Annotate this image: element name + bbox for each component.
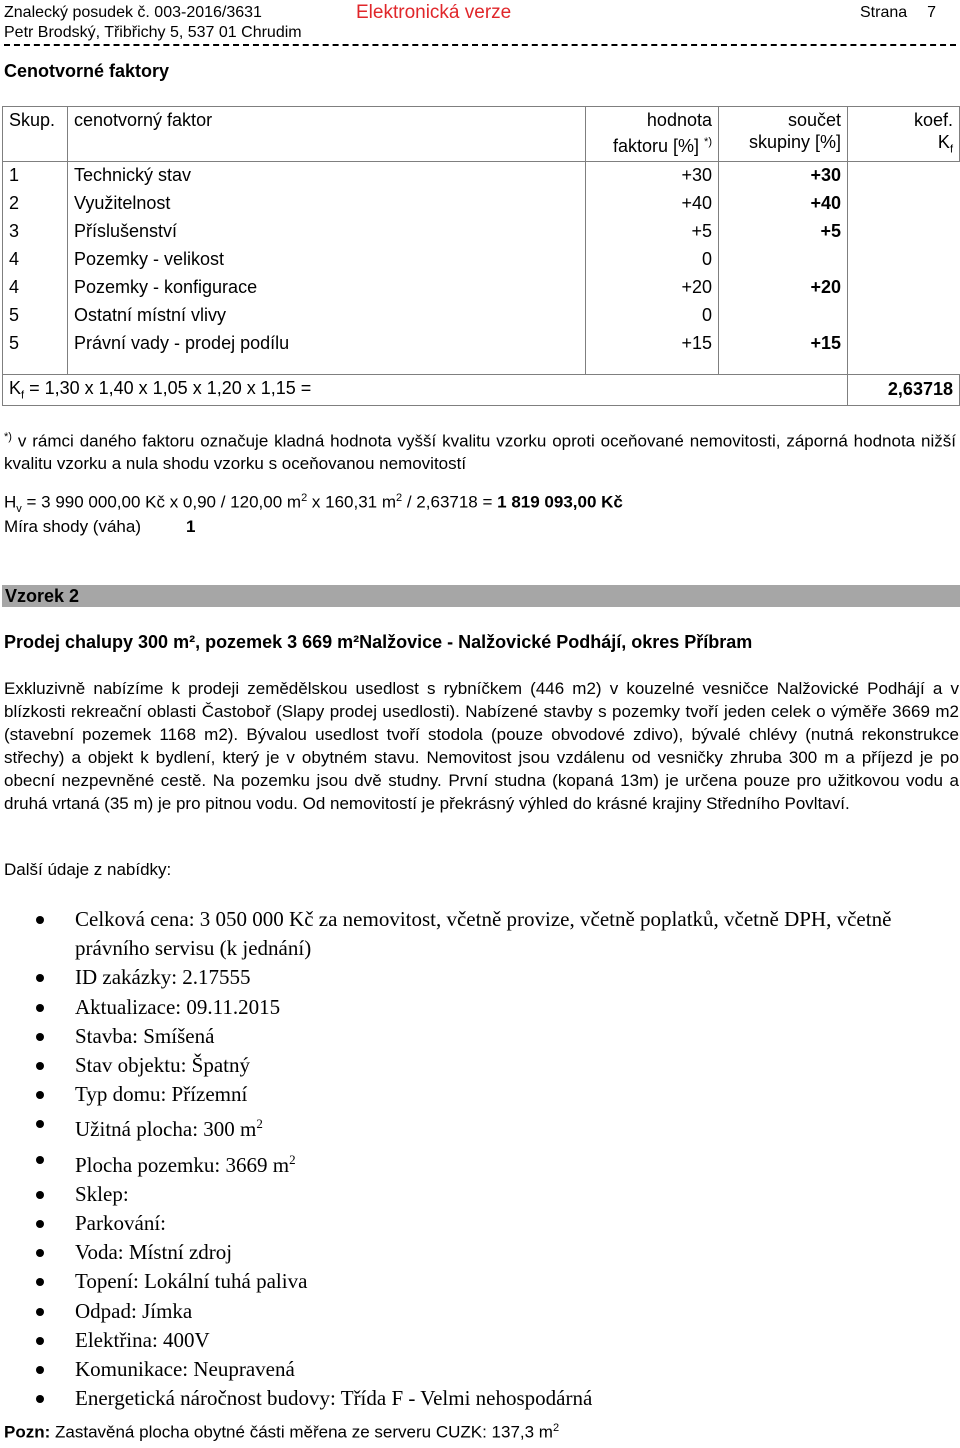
bullet-icon bbox=[36, 1156, 44, 1164]
cell-group: 4 bbox=[3, 246, 68, 274]
cell-group: 1 bbox=[3, 161, 68, 190]
cell-group: 3 bbox=[3, 218, 68, 246]
list-item: Plocha pozemku: 3669 $m^2$ bbox=[0, 1145, 950, 1180]
sample-title: Vzorek 2 bbox=[5, 586, 80, 606]
hv-result: 1 819 093,00 Kč bbox=[497, 492, 623, 512]
cell-sum: +15 bbox=[719, 330, 848, 358]
bullet-icon bbox=[36, 1091, 44, 1099]
cell-factor: Technický stav bbox=[68, 161, 586, 190]
table-row bbox=[3, 246, 960, 274]
list-item: Celková cena: 3 050 000 Kč za nemovitost, včetně provize, včetně poplatků, včetně DPH, včetně právního servisu (k jednání) bbox=[0, 905, 950, 963]
list-item: Aktualizace: 09.11.2015 bbox=[0, 993, 950, 1022]
cell-value: +40 bbox=[586, 190, 719, 218]
sample-heading-bar bbox=[2, 585, 960, 607]
cell-sum bbox=[719, 246, 848, 274]
cell-value: 0 bbox=[586, 246, 719, 274]
bullet-icon bbox=[36, 1120, 44, 1128]
list-item: Parkování: bbox=[0, 1209, 950, 1238]
bullet-icon bbox=[36, 916, 44, 924]
header-page bbox=[860, 4, 936, 22]
sale-title: Prodej chalupy 300 m², pozemek 3 669 m²Nalžovice - Nalžovické Podhájí, okres Příbram bbox=[4, 632, 753, 652]
header-sum: součet skupiny [%] bbox=[719, 107, 848, 162]
page-label: Strana bbox=[860, 4, 908, 21]
bullet-icon bbox=[36, 1062, 44, 1070]
cell-value: +15 bbox=[586, 330, 719, 358]
factor-note: *) v rámci daného faktoru označuje kladná hodnota vyšší kvalitu vzorku oproti oceňované nemovitosti, záporná hodnota nižší kvalitu vzorku a nula shodu vzorku s oceňovanou nemovitostí bbox=[4, 431, 956, 473]
bullet-icon bbox=[36, 1220, 44, 1228]
table-row bbox=[3, 161, 960, 190]
list-item: ID zakázky: 2.17555 bbox=[0, 963, 950, 992]
factors-table bbox=[2, 106, 960, 406]
cell-sum: +20 bbox=[719, 274, 848, 302]
bullet-icon bbox=[36, 1278, 44, 1286]
bullet-icon bbox=[36, 974, 44, 982]
list-item: Energetická náročnost budovy: Třída F - Velmi nehospodárná bbox=[0, 1384, 950, 1413]
section-title: Cenotvorné faktory bbox=[4, 61, 170, 81]
hv-formula: $H_v = 3$ 990 000,00 Kč x 0,90 / 120,00 $m^2$ x 160,31 $m^2 / 2,63718 = 1$ 819 093,00 Kč bbox=[4, 492, 623, 516]
header-factor: cenotvorný faktor bbox=[68, 107, 586, 162]
offer-facts-list bbox=[0, 905, 950, 1413]
cell-group: 4 bbox=[3, 274, 68, 302]
header-document-id: Znalecký posudek č. 003-2016/3631 bbox=[4, 4, 262, 21]
list-item: Elektřina: 400V bbox=[0, 1326, 950, 1355]
kf-result: 2,63718 bbox=[848, 374, 960, 405]
kf-row bbox=[3, 374, 960, 405]
cell-value: +5 bbox=[586, 218, 719, 246]
table-gap-row bbox=[3, 358, 960, 375]
list-item: Komunikace: Neupravená bbox=[0, 1355, 950, 1384]
cell-factor: Pozemky - velikost bbox=[68, 246, 586, 274]
bullet-icon bbox=[36, 1033, 44, 1041]
cell-sum bbox=[719, 302, 848, 330]
header-value: hodnota faktoru [%] *) bbox=[586, 107, 719, 162]
table-row bbox=[3, 330, 960, 358]
cell-value: 0 bbox=[586, 302, 719, 330]
bullet-icon bbox=[36, 1395, 44, 1403]
list-item: Odpad: Jímka bbox=[0, 1297, 950, 1326]
cell-sum: +40 bbox=[719, 190, 848, 218]
bullet-icon bbox=[36, 1249, 44, 1257]
cell-factor: Využitelnost bbox=[68, 190, 586, 218]
header-koef: koef. $K_f$ bbox=[848, 107, 960, 162]
list-item: Topení: Lokální tuhá paliva bbox=[0, 1267, 950, 1296]
kf-formula: $K_f = 1,30$ x 1,40 x 1,05 x 1,20 x 1,15 = bbox=[3, 374, 848, 405]
bullet-icon bbox=[36, 1337, 44, 1345]
bullet-icon bbox=[36, 1308, 44, 1316]
cell-group: 5 bbox=[3, 330, 68, 358]
cell-value: +30 bbox=[586, 161, 719, 190]
cell-group: 2 bbox=[3, 190, 68, 218]
cell-value: +20 bbox=[586, 274, 719, 302]
table-row bbox=[3, 190, 960, 218]
table-row bbox=[3, 218, 960, 246]
list-item: Stav objektu: Špatný bbox=[0, 1051, 950, 1080]
more-info-label: Další údaje z nabídky: bbox=[4, 860, 172, 879]
table-row bbox=[3, 274, 960, 302]
header-skup: Skup. bbox=[3, 107, 68, 162]
page-number: 7 bbox=[927, 4, 937, 21]
cell-factor: Příslušenství bbox=[68, 218, 586, 246]
cell-group: 5 bbox=[3, 302, 68, 330]
cell-sum: +30 bbox=[719, 161, 848, 190]
cell-sum: +5 bbox=[719, 218, 848, 246]
sale-description: Exkluzivně nabízíme k prodeji zemědělskou usedlost s rybníčkem (446 m2) v kouzelné vesničce Nalžovické Podhájí a v blízkosti rekreační oblasti Častoboř (Slapy prodej usedlosti). Nabízené stavby s pozemky tvoří jeden celek o výměře 3669 m2 (stavební pozemek 1168 m2). Bývalou usedlost tvoří stodola (pouze obvodové zdivo), bývalé chlévy (nutná rekonstrukce střechy) a objekt k bydlení, který je v obytném stavu. Nemovitost jsou vzdálenu od vesničky zhruba 300 m a příjezd je po obecní nezpevněné cestě. Na pozemku jsou dvě studny. První studna (kopaná 13m) je určena pouze pro užitkovou vodu a druhá vrtaná (35 m) je pro pitnou vodu. Od nemovitostí je překrásný výhled do krásné krajiny Středního Povltaví. bbox=[4, 679, 959, 813]
list-item: Sklep: bbox=[0, 1180, 950, 1209]
cell-factor: Pozemky - konfigurace bbox=[68, 274, 586, 302]
cell-factor: Právní vady - prodej podílu bbox=[68, 330, 586, 358]
table-header-row bbox=[3, 107, 960, 162]
header-divider bbox=[4, 44, 956, 46]
footnote: Pozn: Zastavěná plocha obytné části měřena ze serveru CUZK: 137,3 $m^2$ bbox=[4, 1422, 560, 1442]
mira-shody: Míra shody (váha) 1 bbox=[4, 517, 196, 536]
table-row bbox=[3, 302, 960, 330]
bullet-icon bbox=[36, 1004, 44, 1012]
header-electronic-version: Elektronická verze bbox=[356, 2, 512, 23]
list-item: Stavba: Smíšená bbox=[0, 1022, 950, 1051]
cell-factor: Ostatní místní vlivy bbox=[68, 302, 586, 330]
bullet-icon bbox=[36, 1191, 44, 1199]
list-item: Voda: Místní zdroj bbox=[0, 1238, 950, 1267]
bullet-icon bbox=[36, 1366, 44, 1374]
list-item: Užitná plocha: 300 $m^2$ bbox=[0, 1109, 950, 1144]
list-item: Typ domu: Přízemní bbox=[0, 1080, 950, 1109]
header-author: Petr Brodský, Třibřichy 5, 537 01 Chrudim bbox=[4, 24, 302, 41]
